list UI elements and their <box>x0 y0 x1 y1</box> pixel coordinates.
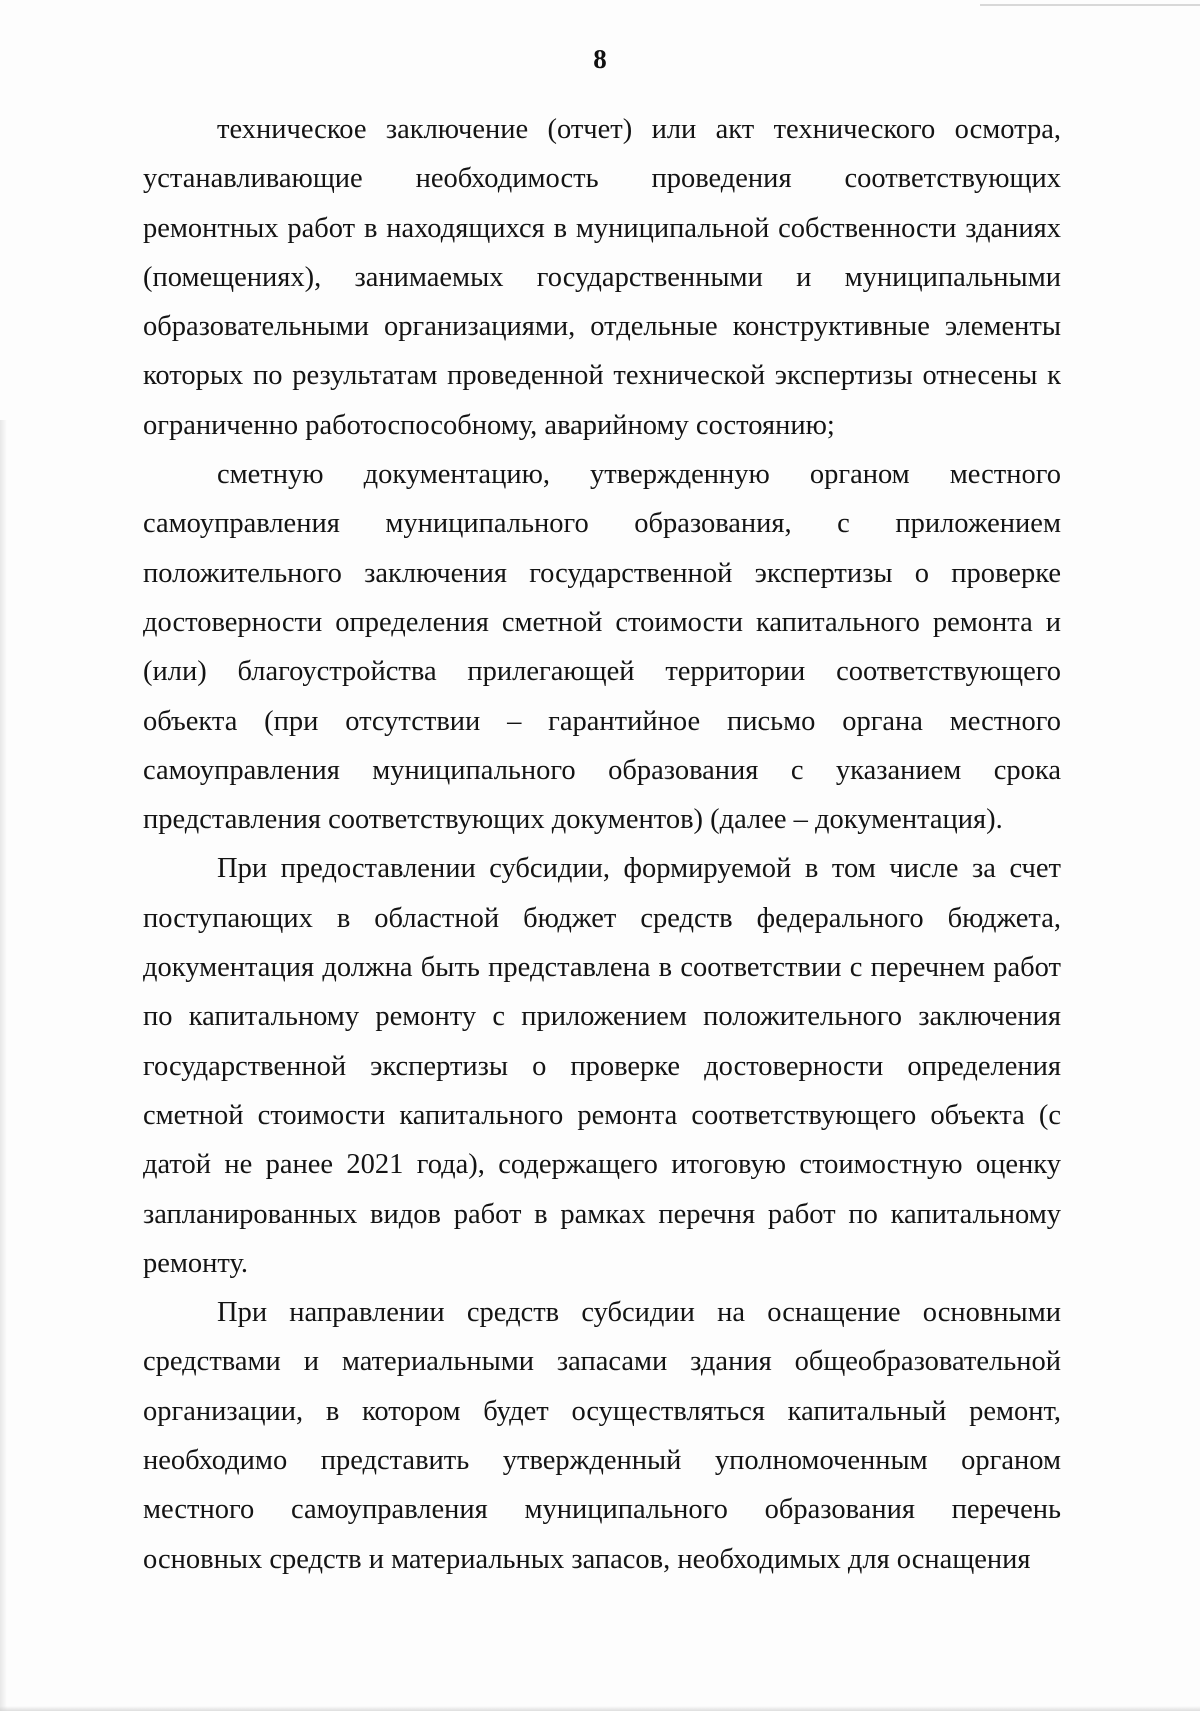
page-number: 8 <box>593 44 607 74</box>
paragraph-federal-subsidy: При предоставлении субсидии, формируемой в том числе за счет поступающих в областной бюджет средств федерального бюджета, документация должна быть представлена в соответствии с перечнем работ по капитальному ремонту с приложением положительного заключения государственной экспертизы о проверке достоверности определения сметной стоимости капитального ремонта соответствующего объекта (с датой не ранее 2021 года), содержащего итоговую стоимостную оценку запланированных видов работ в рамках перечня работ по капитальному ремонту. <box>143 853 1061 1279</box>
document-body <box>143 105 1061 1584</box>
scan-artifact-left <box>0 420 7 1711</box>
paragraph-equipment-list: При направлении средств субсидии на оснащение основными средствами и материальными запасами здания общеобразовательной организации, в котором будет осуществляться капитальный ремонт, необходимо представить утвержденный уполномоченным органом местного самоуправления муниципального образования перечень основных средств и материальных запасов, необходимых для оснащения <box>143 1297 1061 1575</box>
paragraph-technical-conclusion: техническое заключение (отчет) или акт технического осмотра, устанавливающие необходимость проведения соответствующих ремонтных работ в находящихся в муниципальной собственности зданиях (помещениях), занимаемых государственными и муниципальными образовательными организациями, отдельные конструктивные элементы которых по результатам проведенной технической экспертизы отнесены к ограниченно работоспособному, аварийному состоянию; <box>143 114 1061 441</box>
paragraph-estimate-documentation: сметную документацию, утвержденную органом местного самоуправления муниципального образования, с приложением положительного заключения государственной экспертизы о проверке достоверности определения сметной стоимости капитального ремонта и (или) благоустройства прилегающей территории соответствующего объекта (при отсутствии – гарантийное письмо органа местного самоуправления муниципального образования с указанием срока представления соответствующих документов) (далее – документация). <box>143 459 1061 836</box>
scan-artifact-bottom <box>0 1706 1200 1711</box>
scan-artifact-top <box>980 4 1200 6</box>
